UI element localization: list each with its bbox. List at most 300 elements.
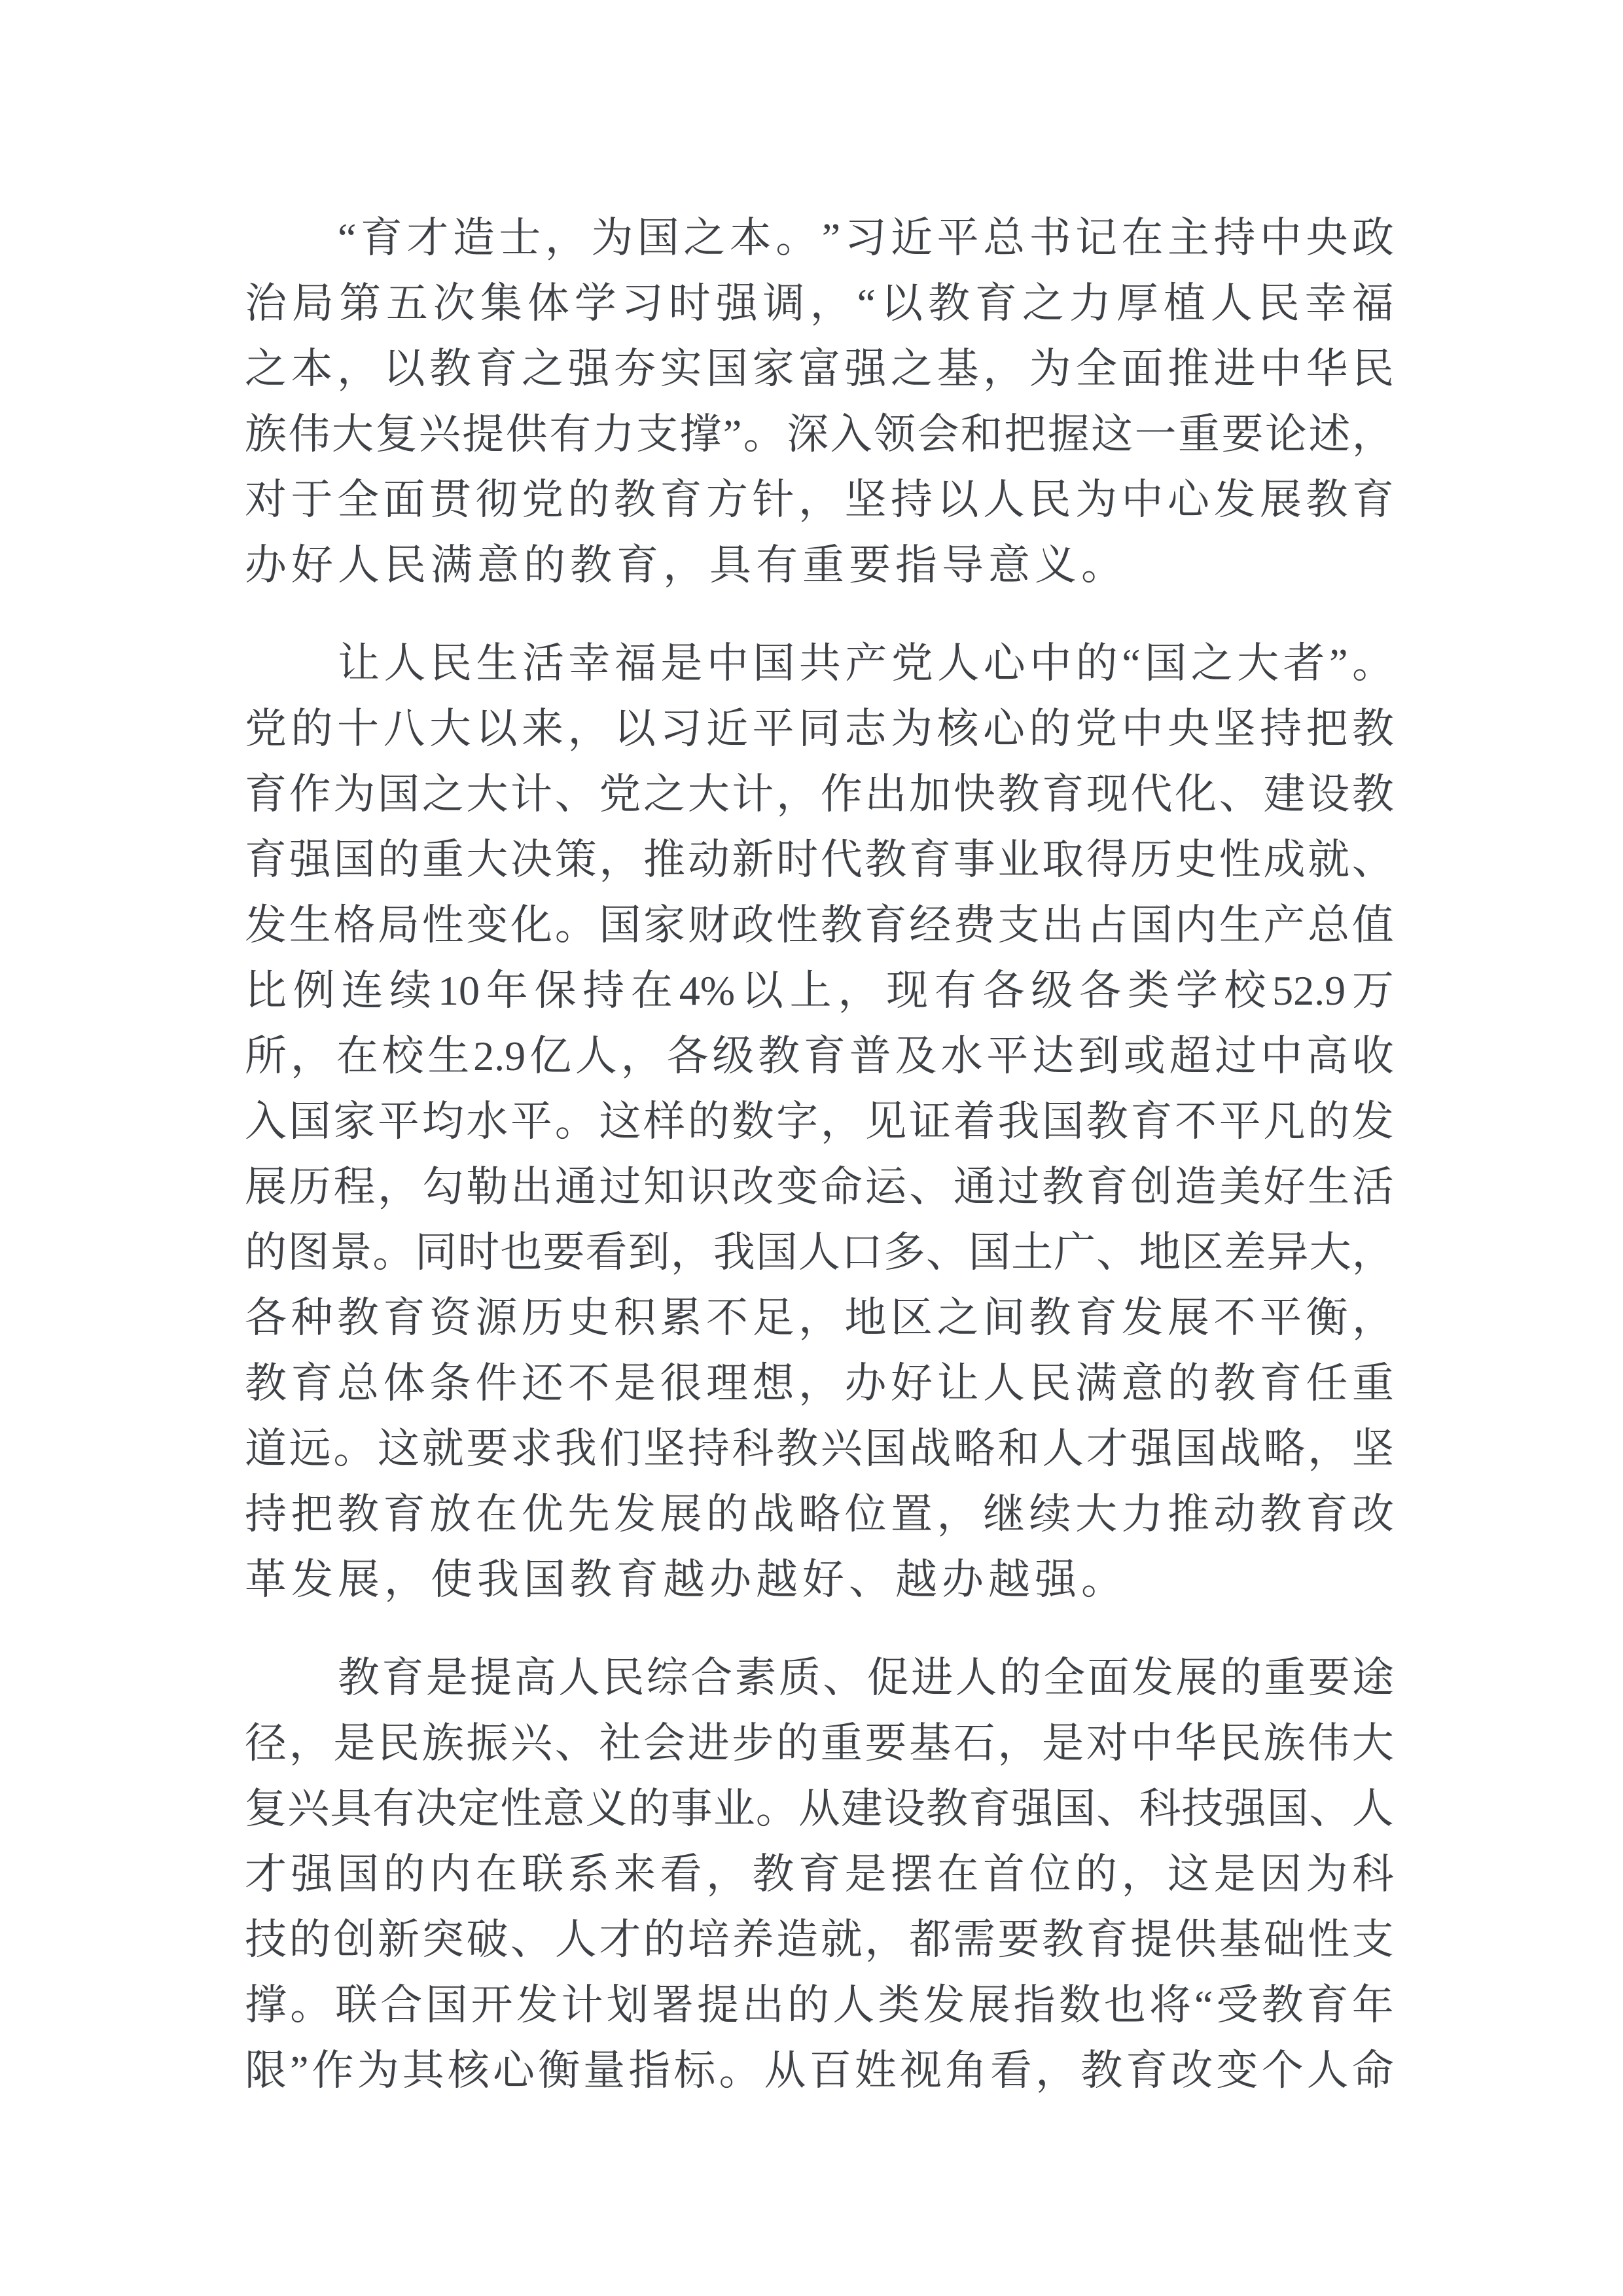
char: 民 — [1257, 280, 1300, 327]
char: 作 — [289, 771, 331, 817]
char: 。 — [554, 902, 597, 948]
char: “ — [857, 280, 876, 327]
char: 创 — [333, 1916, 376, 1963]
text-line — [245, 631, 1394, 696]
char: 论 — [1264, 411, 1307, 457]
char: ， — [1351, 411, 1394, 457]
char: 发 — [245, 902, 287, 948]
char: 10 — [438, 967, 480, 1014]
text-line — [245, 206, 1394, 271]
char: 教 — [752, 1851, 794, 1897]
char: 志 — [844, 706, 887, 752]
char: 决 — [510, 836, 553, 883]
char: 平 — [1219, 1098, 1261, 1145]
char: 复 — [245, 1785, 287, 1832]
char: 出 — [1042, 902, 1084, 948]
char: 现 — [886, 967, 929, 1014]
char: 在 — [475, 1491, 518, 1537]
char: 代 — [1130, 771, 1173, 817]
text-line — [245, 762, 1394, 827]
text-line — [245, 1973, 1394, 2038]
char: 教 — [927, 280, 970, 327]
char: 主 — [1168, 215, 1210, 261]
char: 的 — [245, 1229, 287, 1276]
char: 展 — [245, 1164, 287, 1210]
char: 大 — [1237, 640, 1279, 687]
char: 将 — [1149, 1982, 1191, 2028]
char: 之 — [1022, 280, 1064, 327]
char: 还 — [522, 1360, 563, 1407]
char: 心 — [983, 640, 1026, 687]
char: 央 — [1168, 706, 1209, 752]
char: 撑 — [679, 411, 722, 457]
char: 科 — [1139, 1785, 1181, 1832]
char: 高 — [514, 1655, 556, 1701]
char: 径 — [245, 1720, 287, 1767]
char: 局 — [378, 902, 420, 948]
char: 富 — [798, 346, 840, 392]
char: 各 — [245, 1295, 287, 1341]
char: 图 — [287, 1229, 330, 1276]
char: 体 — [383, 1360, 425, 1407]
char: ， — [1352, 1295, 1394, 1341]
char: 52.9 — [1272, 967, 1346, 1014]
char: 贯 — [429, 476, 471, 523]
char: ， — [810, 280, 852, 327]
char: 从 — [798, 1785, 840, 1832]
text-line — [245, 1024, 1394, 1089]
char: 国 — [1175, 1426, 1217, 1472]
char: 改 — [732, 1164, 774, 1210]
char: 持 — [1213, 215, 1256, 261]
char: 各 — [666, 1033, 709, 1079]
text-line: 办好人民满意的教育，具有重要指导意义。 — [245, 542, 1128, 588]
char: 支 — [635, 411, 678, 457]
char: 识 — [687, 1164, 730, 1210]
char: 这 — [378, 1426, 420, 1472]
char: 教 — [1080, 2047, 1123, 2094]
char: 不 — [706, 1295, 748, 1341]
char: 变 — [1216, 2047, 1258, 2094]
char: 亿 — [529, 1033, 571, 1079]
char: 的 — [776, 1720, 819, 1767]
char: 在 — [475, 1851, 518, 1897]
char: 快 — [953, 771, 995, 817]
char: 素 — [734, 1655, 777, 1701]
char: 我 — [997, 1098, 1040, 1145]
char: 之 — [643, 771, 686, 817]
char: 美 — [1219, 1164, 1261, 1210]
char: 八 — [383, 706, 425, 752]
char: 级 — [1031, 967, 1073, 1014]
char: 继 — [983, 1491, 1025, 1537]
char: 持 — [687, 1426, 730, 1472]
char: 战 — [1219, 1426, 1261, 1472]
char: 核 — [936, 706, 979, 752]
char: 人 — [798, 1229, 840, 1276]
char: 供 — [1175, 1916, 1217, 1963]
char: 的 — [787, 1982, 830, 2028]
char: 也 — [1103, 1982, 1146, 2028]
char: 以 — [936, 476, 979, 523]
char: 意 — [543, 1785, 585, 1832]
char: 。 — [743, 411, 785, 457]
char: 类 — [1127, 967, 1169, 1014]
char: 均 — [421, 1098, 464, 1145]
char: 时 — [776, 836, 819, 883]
char: ， — [378, 1164, 420, 1210]
char: 在 — [936, 1851, 979, 1897]
char: 着 — [953, 1098, 995, 1145]
char: ， — [544, 215, 587, 261]
char: 平 — [936, 215, 979, 261]
char: 其 — [402, 2047, 444, 2094]
char: 值 — [1351, 902, 1394, 948]
char: 大 — [331, 411, 374, 457]
char: 教 — [1260, 1491, 1302, 1537]
char: 新 — [378, 1916, 420, 1963]
char: 民 — [1029, 476, 1071, 523]
char: ， — [290, 1033, 332, 1079]
text-line — [245, 271, 1394, 336]
char: 福 — [614, 640, 656, 687]
char: 强 — [1224, 1785, 1266, 1832]
paragraph — [245, 206, 1394, 598]
char: 是 — [425, 1655, 468, 1701]
char: 续 — [1029, 1491, 1071, 1537]
char: 战 — [752, 1491, 794, 1537]
char: 入 — [830, 411, 872, 457]
char: 育 — [383, 1295, 425, 1341]
char: 教 — [758, 1033, 800, 1079]
char: 的 — [1219, 1655, 1262, 1701]
char: 各 — [1079, 967, 1122, 1014]
char: 体 — [527, 280, 569, 327]
char: 以 — [741, 967, 783, 1014]
char: 记 — [1075, 215, 1118, 261]
char: 们 — [599, 1426, 641, 1472]
char: 育 — [1352, 476, 1394, 523]
char: 以 — [880, 280, 923, 327]
char: 强 — [715, 280, 758, 327]
char: 出 — [742, 1982, 785, 2028]
char: 推 — [1168, 1491, 1209, 1537]
char: 之 — [245, 346, 287, 392]
char: 连 — [341, 967, 383, 1014]
char: 人 — [1306, 2047, 1349, 2094]
char: 战 — [909, 1426, 952, 1472]
char: 事 — [953, 836, 995, 883]
char: 区 — [1181, 1229, 1224, 1276]
paragraph — [245, 631, 1394, 1613]
char: 生 — [476, 640, 518, 687]
char: 。 — [1351, 640, 1394, 687]
char: 这 — [599, 1098, 641, 1145]
char: 国 — [337, 1851, 379, 1897]
char: 要 — [865, 1720, 907, 1767]
char: ” — [290, 2047, 309, 2094]
char: 各 — [982, 967, 1025, 1014]
char: 面 — [1121, 346, 1164, 392]
char: 视 — [899, 2047, 942, 2094]
char: 作 — [820, 771, 863, 817]
char: 者 — [1283, 640, 1325, 687]
char: 习 — [844, 215, 887, 261]
char: 进 — [911, 1655, 954, 1701]
char: 化 — [1175, 771, 1217, 817]
char: 育 — [1086, 1164, 1128, 1210]
char: 、 — [1309, 1785, 1351, 1832]
char: 史 — [1175, 836, 1217, 883]
char: 振 — [466, 1720, 508, 1767]
char: 设 — [1308, 771, 1350, 817]
char: 系 — [567, 1851, 610, 1897]
char: 重 — [421, 836, 464, 883]
char: 达 — [1032, 1033, 1075, 1079]
char: 心 — [1168, 476, 1209, 523]
char: 成 — [1263, 836, 1306, 883]
char: 育 — [1086, 1916, 1128, 1963]
text-line — [245, 893, 1394, 958]
char: 五 — [385, 280, 428, 327]
text-line — [245, 1482, 1394, 1547]
char: 署 — [651, 1982, 694, 2028]
char: ， — [936, 1491, 979, 1537]
char: 撑 — [245, 1982, 287, 2028]
char: 年 — [1351, 1982, 1394, 2028]
char: 万 — [1351, 967, 1394, 1014]
char: 发 — [614, 1491, 656, 1537]
char: 供 — [505, 411, 548, 457]
char: ， — [865, 1916, 907, 1963]
char: 才 — [245, 1851, 287, 1897]
text-line — [245, 1416, 1394, 1482]
char: 及 — [895, 1033, 937, 1079]
char: 大 — [687, 771, 730, 817]
char: 到 — [1077, 1033, 1120, 1079]
char: 领 — [873, 411, 916, 457]
char: ， — [337, 346, 379, 392]
char: 彻 — [475, 476, 518, 523]
char: 伟 — [1308, 1720, 1350, 1767]
char: 教 — [1261, 1982, 1304, 2028]
char: 教 — [338, 1655, 380, 1701]
char: 力 — [592, 411, 635, 457]
char: 费 — [953, 902, 995, 948]
char: 育 — [803, 1033, 846, 1079]
char: 为 — [1075, 476, 1117, 523]
char: 支 — [997, 902, 1040, 948]
char: 为 — [333, 771, 376, 817]
char: 家 — [752, 346, 794, 392]
char: 育 — [1075, 1295, 1117, 1341]
char: 民 — [378, 1720, 420, 1767]
char: 改 — [1171, 2047, 1213, 2094]
char: 持 — [245, 1491, 287, 1537]
char: 大 — [466, 771, 508, 817]
char: 基 — [936, 346, 979, 392]
char: 化 — [510, 902, 553, 948]
char: 人 — [937, 640, 980, 687]
char: 、 — [1351, 836, 1394, 883]
char: 位 — [844, 1491, 887, 1537]
char: 定 — [457, 1785, 500, 1832]
char: 家 — [643, 902, 686, 948]
char: 历 — [1130, 836, 1173, 883]
char: 总 — [337, 1360, 379, 1407]
char: 到 — [628, 1229, 670, 1276]
char: 重 — [1178, 411, 1221, 457]
char: 不 — [567, 1360, 610, 1407]
char: 力 — [1069, 280, 1111, 327]
char: 习 — [660, 706, 702, 752]
char: 异 — [1266, 1229, 1309, 1276]
char: 姓 — [854, 2047, 897, 2094]
char: “ — [1194, 1982, 1213, 2028]
char: 才 — [1086, 1426, 1128, 1472]
char: 把 — [1306, 706, 1348, 752]
char: 强 — [567, 346, 610, 392]
char: 对 — [245, 476, 287, 523]
char: 提 — [462, 411, 505, 457]
char: 是 — [1042, 1720, 1084, 1767]
text-line — [245, 467, 1394, 533]
char: 地 — [1139, 1229, 1181, 1276]
char: 教 — [776, 1426, 819, 1472]
char: 标 — [673, 2047, 716, 2094]
char: 凡 — [1263, 1098, 1306, 1145]
char: 划 — [606, 1982, 649, 2028]
char: 国 — [378, 771, 420, 817]
char: ， — [798, 1295, 840, 1341]
text-line — [245, 402, 1394, 467]
char: 教 — [1351, 771, 1394, 817]
char: 联 — [522, 1851, 563, 1897]
char: 是 — [660, 640, 703, 687]
char: 理 — [706, 1360, 748, 1407]
char: 、 — [1219, 771, 1261, 817]
char: 这 — [1168, 1851, 1209, 1897]
text-line — [245, 1285, 1394, 1351]
char: 办 — [844, 1360, 887, 1407]
char: 计 — [561, 1982, 603, 2028]
char: 以 — [383, 346, 425, 392]
char: 平 — [510, 1098, 553, 1145]
char: 限 — [245, 2047, 287, 2094]
char: 合 — [690, 1655, 733, 1701]
char: ， — [1121, 1851, 1164, 1897]
char: 是 — [844, 1851, 887, 1897]
char: 来 — [522, 706, 563, 752]
char: ， — [599, 836, 641, 883]
char: 基 — [1219, 1916, 1261, 1963]
char: 党 — [891, 640, 933, 687]
char: 让 — [338, 640, 380, 687]
char: 过 — [1215, 1033, 1257, 1079]
char: 科 — [1352, 1851, 1394, 1897]
char: 育 — [969, 1785, 1011, 1832]
char: 过 — [997, 1164, 1040, 1210]
char: 内 — [1175, 902, 1217, 948]
char: 针 — [752, 476, 794, 523]
char: 教 — [865, 836, 907, 883]
char: 兴 — [820, 1426, 863, 1472]
char: 把 — [291, 1491, 333, 1537]
char: 幸 — [568, 640, 611, 687]
char: 计 — [732, 771, 774, 817]
char: 在 — [1121, 215, 1164, 261]
char: 来 — [614, 1851, 656, 1897]
text-line — [245, 2038, 1394, 2104]
char: 作 — [312, 2047, 354, 2094]
char: 意 — [1121, 1360, 1164, 1407]
char: 育 — [909, 836, 952, 883]
char: 党 — [1075, 706, 1117, 752]
char: 近 — [891, 215, 933, 261]
char: 民 — [429, 640, 472, 687]
char: 育 — [974, 280, 1017, 327]
char: 强 — [844, 346, 887, 392]
char: 综 — [646, 1655, 688, 1701]
char: 技 — [1181, 1785, 1224, 1832]
char: 全 — [1043, 1655, 1086, 1701]
char: 教 — [1306, 476, 1348, 523]
char: 条 — [429, 1360, 471, 1407]
char: 要 — [1308, 1655, 1350, 1701]
char: 命 — [1351, 2047, 1394, 2094]
char: 就 — [1308, 836, 1350, 883]
char: 第 — [338, 280, 381, 327]
char: 格 — [333, 902, 376, 948]
char: 十 — [337, 706, 379, 752]
char: ， — [1308, 1426, 1350, 1472]
char: 有 — [372, 1785, 415, 1832]
char: 是 — [1213, 1851, 1256, 1897]
char: 人 — [1042, 1426, 1084, 1472]
char: 通 — [953, 1164, 995, 1210]
char: 占 — [1086, 902, 1128, 948]
char: 满 — [1075, 1360, 1117, 1407]
text-line — [245, 1089, 1394, 1155]
char: 书 — [1029, 215, 1071, 261]
char: 。 — [372, 1229, 415, 1276]
char: 见 — [865, 1098, 907, 1145]
char: 受 — [1216, 1982, 1258, 2028]
char: 进 — [687, 1720, 730, 1767]
char: 样 — [643, 1098, 686, 1145]
char: 百 — [809, 2047, 851, 2094]
char: 类 — [878, 1982, 920, 2028]
char: ， — [567, 706, 610, 752]
text-line — [245, 1351, 1394, 1416]
char: 展 — [1175, 1655, 1218, 1701]
char: 和 — [960, 411, 1003, 457]
char: 国 — [1054, 1785, 1096, 1832]
char: 兴 — [418, 411, 461, 457]
char: 创 — [1130, 1164, 1173, 1210]
char: 育 — [382, 1655, 424, 1701]
char: 是 — [614, 1360, 656, 1407]
char: 间 — [983, 1295, 1025, 1341]
char: 国 — [1145, 640, 1187, 687]
char: 字 — [776, 1098, 819, 1145]
char: 我 — [713, 1229, 755, 1276]
char: 于 — [291, 476, 333, 523]
char: 知 — [643, 1164, 686, 1210]
char: 性 — [1219, 836, 1261, 883]
char: 决 — [415, 1785, 457, 1832]
char: 个 — [1261, 2047, 1304, 2094]
